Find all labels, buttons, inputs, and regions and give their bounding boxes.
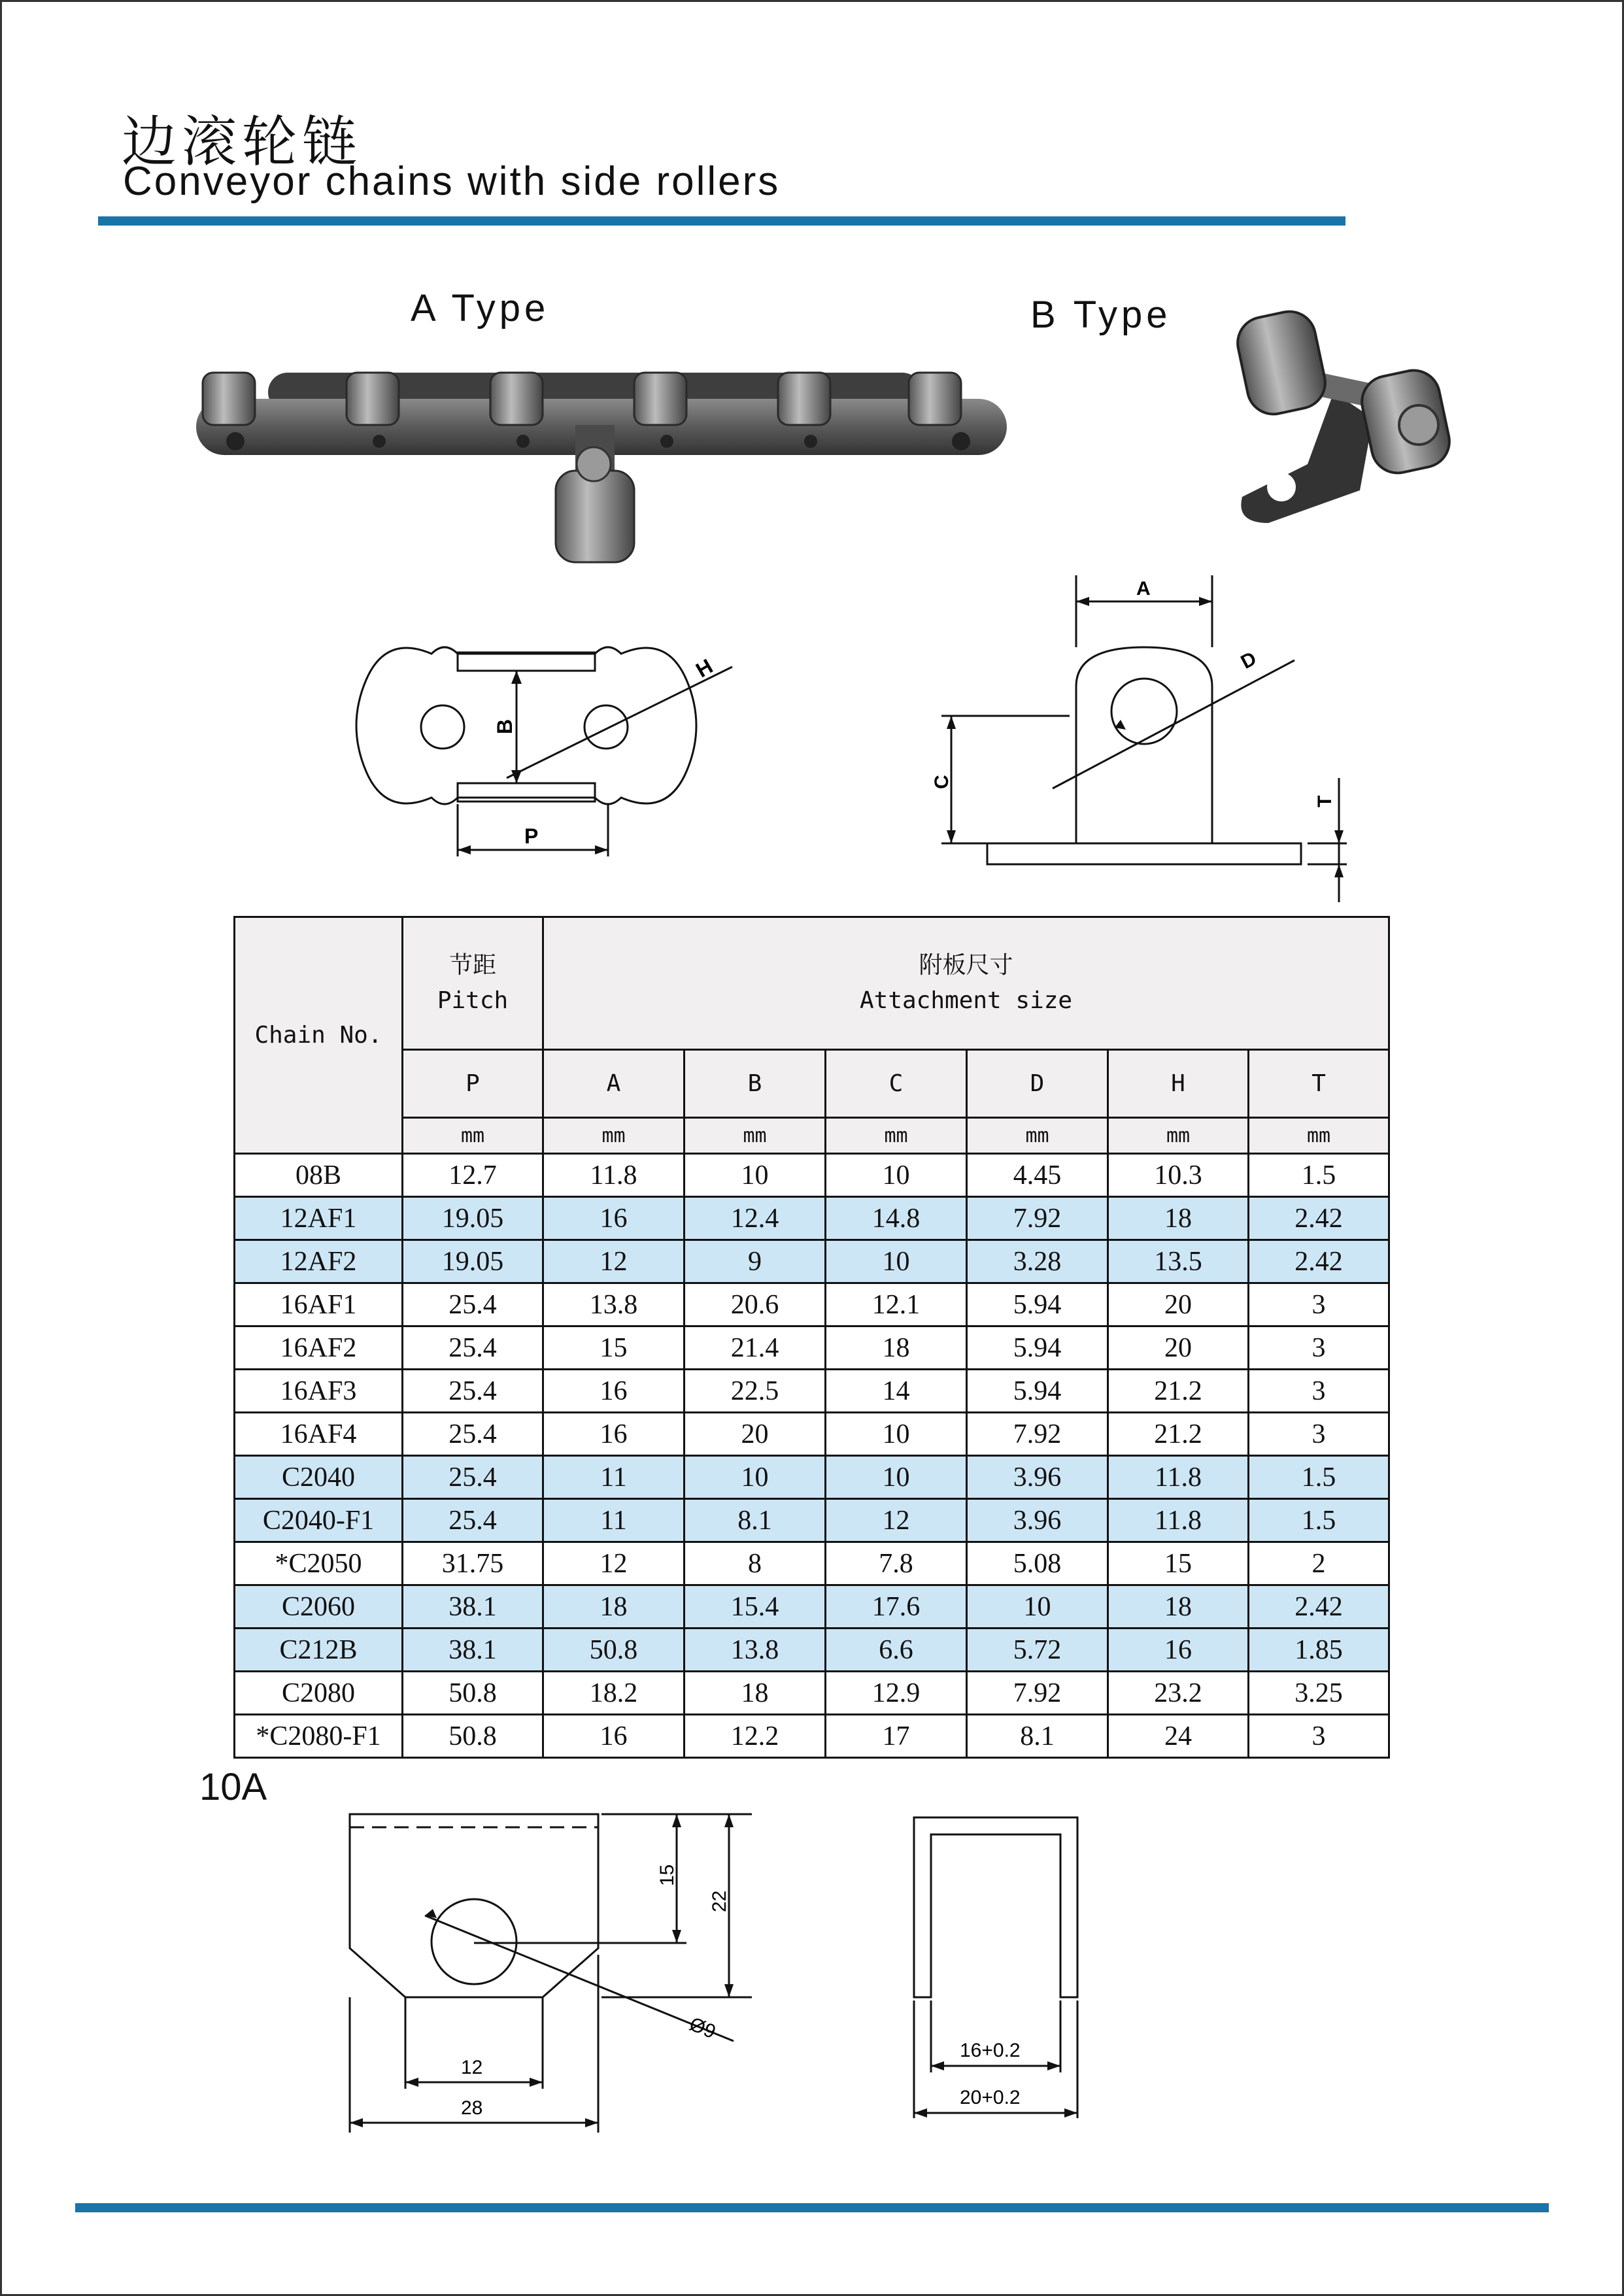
- section-10a-title: 10A: [199, 1766, 267, 1808]
- dim-t-label: T: [1314, 795, 1336, 807]
- value-cell-d: 7.92: [967, 1197, 1108, 1240]
- value-cell-h: 21.2: [1108, 1370, 1249, 1413]
- value-cell-d: 8.1: [967, 1715, 1108, 1758]
- table-row: [235, 1542, 1389, 1585]
- value-cell-h: 15: [1108, 1542, 1249, 1585]
- col-unit: mm: [1249, 1118, 1389, 1154]
- value-cell-c: 17: [826, 1715, 967, 1758]
- table-row: [235, 1283, 1389, 1326]
- chain-no-cell: C2080: [235, 1672, 403, 1715]
- value-cell-d: 3.96: [967, 1456, 1108, 1499]
- attachment-size-header: [543, 917, 1389, 1050]
- col-symbol: A: [543, 1050, 685, 1118]
- dim-22-label: 22: [709, 1890, 730, 1912]
- dim-15-label: 15: [656, 1864, 678, 1886]
- a-type-label: A Type: [411, 287, 550, 329]
- col-unit: mm: [543, 1118, 685, 1154]
- value-cell-t: 3: [1249, 1326, 1389, 1370]
- value-cell-a: 18.2: [543, 1672, 685, 1715]
- value-cell-c: 14: [826, 1370, 967, 1413]
- value-cell-c: 10: [826, 1154, 967, 1197]
- value-cell-p: 25.4: [403, 1326, 543, 1370]
- a-type-chain-photo: [190, 353, 1013, 575]
- chain-no-cell: C2040-F1: [235, 1499, 403, 1542]
- chain-no-header: Chain No.: [235, 917, 403, 1154]
- value-cell-p: 25.4: [403, 1413, 543, 1456]
- value-cell-h: 10.3: [1108, 1154, 1249, 1197]
- value-cell-d: 3.28: [967, 1240, 1108, 1283]
- value-cell-t: 3: [1249, 1413, 1389, 1456]
- table-row: [235, 1197, 1389, 1240]
- col-symbol: B: [685, 1050, 826, 1118]
- pitch-header: [403, 917, 543, 1050]
- table-row: [235, 1370, 1389, 1413]
- value-cell-t: 1.85: [1249, 1629, 1389, 1672]
- value-cell-c: 17.6: [826, 1585, 967, 1629]
- value-cell-c: 6.6: [826, 1629, 967, 1672]
- chain-no-cell: 16AF4: [235, 1413, 403, 1456]
- value-cell-a: 16: [543, 1715, 685, 1758]
- value-cell-h: 13.5: [1108, 1240, 1249, 1283]
- value-cell-b: 15.4: [685, 1585, 826, 1629]
- value-cell-t: 3: [1249, 1283, 1389, 1326]
- value-cell-p: 50.8: [403, 1715, 543, 1758]
- attachment-header-cn: 附板尺寸: [919, 952, 1013, 979]
- a-type-plate-drawing: [340, 628, 798, 863]
- value-cell-h: 16: [1108, 1629, 1249, 1672]
- value-cell-b: 8: [685, 1542, 826, 1585]
- col-unit: mm: [826, 1118, 967, 1154]
- value-cell-c: 10: [826, 1240, 967, 1283]
- value-cell-d: 7.92: [967, 1413, 1108, 1456]
- dim-c-label: C: [931, 775, 953, 789]
- chain-no-cell: 16AF2: [235, 1326, 403, 1370]
- b-type-attachment-photo: [1229, 301, 1464, 536]
- spec-table-body: [235, 1154, 1389, 1758]
- dim-20-label: 20+0.2: [960, 2087, 1021, 2108]
- value-cell-a: 13.8: [543, 1283, 685, 1326]
- value-cell-c: 7.8: [826, 1542, 967, 1585]
- value-cell-t: 1.5: [1249, 1154, 1389, 1197]
- value-cell-c: 12.9: [826, 1672, 967, 1715]
- value-cell-a: 12: [543, 1240, 685, 1283]
- value-cell-p: 19.05: [403, 1240, 543, 1283]
- value-cell-b: 12.4: [685, 1197, 826, 1240]
- b-type-attachment-drawing: [915, 569, 1412, 909]
- dim-phi9-label: Ø9: [686, 2013, 719, 2044]
- value-cell-a: 12: [543, 1542, 685, 1585]
- value-cell-p: 12.7: [403, 1154, 543, 1197]
- value-cell-b: 21.4: [685, 1326, 826, 1370]
- col-symbol: D: [967, 1050, 1108, 1118]
- dim-b-label: B: [493, 718, 516, 734]
- pitch-header-cn: 节距: [448, 952, 496, 979]
- table-row: [235, 1715, 1389, 1758]
- value-cell-a: 16: [543, 1413, 685, 1456]
- value-cell-p: 50.8: [403, 1672, 543, 1715]
- value-cell-a: 11: [543, 1456, 685, 1499]
- dim-16-label: 16+0.2: [960, 2040, 1021, 2061]
- value-cell-p: 25.4: [403, 1370, 543, 1413]
- value-cell-p: 25.4: [403, 1283, 543, 1326]
- page-title-en: Conveyor chains with side rollers: [123, 159, 781, 204]
- col-unit: mm: [1108, 1118, 1249, 1154]
- dim-h-label: H: [692, 654, 717, 683]
- table-row: [235, 1154, 1389, 1197]
- col-symbol: P: [403, 1050, 543, 1118]
- value-cell-p: 38.1: [403, 1629, 543, 1672]
- b-type-label: B Type: [1030, 294, 1172, 336]
- value-cell-h: 24: [1108, 1715, 1249, 1758]
- value-cell-t: 1.5: [1249, 1456, 1389, 1499]
- table-row: [235, 1240, 1389, 1283]
- value-cell-b: 13.8: [685, 1629, 826, 1672]
- value-cell-c: 12: [826, 1499, 967, 1542]
- value-cell-t: 1.5: [1249, 1499, 1389, 1542]
- value-cell-p: 25.4: [403, 1456, 543, 1499]
- attachment-header-en: Attachment size: [859, 987, 1073, 1014]
- value-cell-b: 9: [685, 1240, 826, 1283]
- value-cell-p: 19.05: [403, 1197, 543, 1240]
- title-divider: [98, 216, 1345, 226]
- chain-no-cell: *C2080-F1: [235, 1715, 403, 1758]
- pitch-header-en: Pitch: [437, 987, 509, 1014]
- value-cell-b: 8.1: [685, 1499, 826, 1542]
- col-unit: mm: [967, 1118, 1108, 1154]
- value-cell-b: 10: [685, 1154, 826, 1197]
- chain-no-cell: 16AF3: [235, 1370, 403, 1413]
- value-cell-a: 18: [543, 1585, 685, 1629]
- value-cell-a: 16: [543, 1370, 685, 1413]
- 10a-front-drawing: [333, 1798, 752, 2138]
- chain-no-cell: C212B: [235, 1629, 403, 1672]
- value-cell-t: 2.42: [1249, 1585, 1389, 1629]
- value-cell-a: 16: [543, 1197, 685, 1240]
- value-cell-d: 3.96: [967, 1499, 1108, 1542]
- table-row: [235, 1585, 1389, 1629]
- col-symbol: C: [826, 1050, 967, 1118]
- page-title-cn: 边滚轮链: [122, 110, 363, 174]
- value-cell-b: 12.2: [685, 1715, 826, 1758]
- value-cell-d: 5.94: [967, 1326, 1108, 1370]
- dim-a-label: A: [1136, 578, 1151, 599]
- value-cell-p: 38.1: [403, 1585, 543, 1629]
- footer-divider: [75, 2203, 1549, 2212]
- value-cell-t: 3.25: [1249, 1672, 1389, 1715]
- table-row: [235, 1499, 1389, 1542]
- table-row: [235, 1413, 1389, 1456]
- dim-28-label: 28: [461, 2097, 483, 2119]
- value-cell-b: 22.5: [685, 1370, 826, 1413]
- value-cell-d: 7.92: [967, 1672, 1108, 1715]
- value-cell-h: 18: [1108, 1197, 1249, 1240]
- value-cell-b: 20.6: [685, 1283, 826, 1326]
- value-cell-a: 11: [543, 1499, 685, 1542]
- value-cell-d: 4.45: [967, 1154, 1108, 1197]
- value-cell-d: 5.72: [967, 1629, 1108, 1672]
- table-row: [235, 1326, 1389, 1370]
- col-unit: mm: [685, 1118, 826, 1154]
- chain-no-cell: 08B: [235, 1154, 403, 1197]
- chain-no-cell: 12AF1: [235, 1197, 403, 1240]
- value-cell-h: 20: [1108, 1326, 1249, 1370]
- col-symbol: H: [1108, 1050, 1249, 1118]
- value-cell-c: 18: [826, 1326, 967, 1370]
- chain-no-cell: 16AF1: [235, 1283, 403, 1326]
- chain-no-cell: C2040: [235, 1456, 403, 1499]
- value-cell-c: 10: [826, 1456, 967, 1499]
- value-cell-h: 11.8: [1108, 1499, 1249, 1542]
- table-row: [235, 1672, 1389, 1715]
- value-cell-t: 3: [1249, 1370, 1389, 1413]
- value-cell-d: 5.94: [967, 1283, 1108, 1326]
- chain-no-cell: 12AF2: [235, 1240, 403, 1283]
- value-cell-h: 21.2: [1108, 1413, 1249, 1456]
- value-cell-h: 20: [1108, 1283, 1249, 1326]
- value-cell-h: 23.2: [1108, 1672, 1249, 1715]
- value-cell-b: 18: [685, 1672, 826, 1715]
- value-cell-t: 3: [1249, 1715, 1389, 1758]
- value-cell-c: 10: [826, 1413, 967, 1456]
- value-cell-a: 15: [543, 1326, 685, 1370]
- value-cell-c: 14.8: [826, 1197, 967, 1240]
- value-cell-d: 5.94: [967, 1370, 1108, 1413]
- chain-no-cell: *C2050: [235, 1542, 403, 1585]
- value-cell-p: 31.75: [403, 1542, 543, 1585]
- table-row: [235, 1629, 1389, 1672]
- value-cell-t: 2.42: [1249, 1240, 1389, 1283]
- value-cell-a: 50.8: [543, 1629, 685, 1672]
- value-cell-c: 12.1: [826, 1283, 967, 1326]
- value-cell-h: 18: [1108, 1585, 1249, 1629]
- 10a-end-view-drawing: [896, 1804, 1092, 2125]
- value-cell-b: 20: [685, 1413, 826, 1456]
- value-cell-a: 11.8: [543, 1154, 685, 1197]
- chain-no-cell: C2060: [235, 1585, 403, 1629]
- dim-d-label: D: [1237, 647, 1260, 673]
- attachment-spec-table: [233, 916, 1390, 1759]
- value-cell-t: 2.42: [1249, 1197, 1389, 1240]
- value-cell-d: 5.08: [967, 1542, 1108, 1585]
- value-cell-b: 10: [685, 1456, 826, 1499]
- col-symbol: T: [1249, 1050, 1389, 1118]
- col-unit: mm: [403, 1118, 543, 1154]
- dim-12-label: 12: [461, 2057, 483, 2078]
- value-cell-h: 11.8: [1108, 1456, 1249, 1499]
- table-row: [235, 1456, 1389, 1499]
- value-cell-d: 10: [967, 1585, 1108, 1629]
- dim-p-label: P: [524, 824, 539, 848]
- value-cell-p: 25.4: [403, 1499, 543, 1542]
- value-cell-t: 2: [1249, 1542, 1389, 1585]
